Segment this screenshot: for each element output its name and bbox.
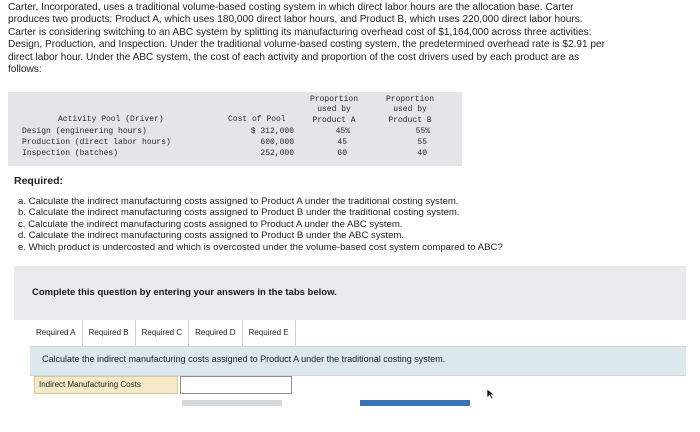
tab-required-c[interactable]: Required C xyxy=(136,320,189,346)
intro-line: Carter is considering switching to an ABC system by splitting its manufacturing overhead cost of $1,164,000 across three activities: xyxy=(8,26,592,38)
table-row-prop-b: 40 xyxy=(417,149,427,158)
panel-instruction: Complete this question by entering your answers in the tabs below. xyxy=(32,287,337,298)
required-item: d. Calculate the indirect manufacturing costs assigned to Product B under the ABC system. xyxy=(18,230,405,242)
required-heading: Required: xyxy=(14,175,64,187)
table-row-prop-a: 45 xyxy=(337,138,347,147)
answer-label: Indirect Manufacturing Costs xyxy=(34,376,178,394)
required-item: e. Which product is undercosted and which is overcosted under the volume-based cost system compared to ABC? xyxy=(18,241,503,253)
header-prop-a: Proportion used by Product A xyxy=(309,95,358,125)
intro-line: Carter, Incorporated, uses a traditional volume-based costing system in which direct labor hours are the allocation base. Carter xyxy=(8,2,574,13)
header-cost: Cost of Pool xyxy=(228,115,286,124)
question-bar xyxy=(30,346,686,376)
mouse-cursor-icon xyxy=(486,388,496,400)
table-row-prop-b: 55% xyxy=(415,127,430,136)
answer-row xyxy=(34,376,686,394)
table-row-activity: Inspection (batches) xyxy=(22,149,119,158)
question-text: Calculate the indirect manufacturing costs assigned to Product A under the traditional costing system. xyxy=(42,354,446,364)
indirect-costs-input[interactable] xyxy=(180,376,292,394)
table-row-cost: $ 312,000 xyxy=(250,127,294,136)
prev-nav-bar[interactable] xyxy=(182,400,282,406)
tab-required-b[interactable]: Required B xyxy=(83,320,136,346)
header-prop-b: Proportion used by Product B xyxy=(385,95,434,125)
table-row-cost: 600,000 xyxy=(260,138,294,147)
tab-required-d[interactable]: Required D xyxy=(189,320,242,346)
tab-required-a[interactable]: Required A xyxy=(30,320,83,346)
table-row-cost: 252,000 xyxy=(260,149,294,158)
table-row-prop-b: 55 xyxy=(417,138,427,147)
intro-line: direct labor hour. Under the ABC system, the cost of each activity and proportion of the cost drivers used by each product are as xyxy=(8,51,580,63)
required-item: c. Calculate the indirect manufacturing costs assigned to Product A under the ABC system. xyxy=(18,218,403,230)
required-item: a. Calculate the indirect manufacturing costs assigned to Product A under the traditional costing system. xyxy=(18,196,459,207)
intro-line: follows: xyxy=(8,64,42,76)
next-nav-bar[interactable] xyxy=(360,400,470,406)
intro-line: Design, Production, and Inspection. Under the traditional volume-based costing system, the predetermined overhead rate is $2.91 per xyxy=(8,39,605,51)
problem-statement xyxy=(8,2,696,76)
required-tabs xyxy=(30,320,296,346)
intro-line: produces two products: Product A, which uses 180,000 direct labor hours, and Product B, which uses 220,000 direct labor hours. xyxy=(8,14,583,26)
table-row-activity: Design (engineering hours) xyxy=(22,127,147,136)
tab-required-e[interactable]: Required E xyxy=(243,320,296,346)
header-activity: Activity Pool (Driver) xyxy=(58,115,164,124)
table-row-prop-a: 45% xyxy=(335,127,350,136)
table-row-prop-a: 60 xyxy=(337,149,347,158)
required-item: b. Calculate the indirect manufacturing costs assigned to Product B under the traditional costing system. xyxy=(18,207,460,219)
required-list xyxy=(18,196,503,253)
table-row-activity: Production (direct labor hours) xyxy=(22,138,171,147)
